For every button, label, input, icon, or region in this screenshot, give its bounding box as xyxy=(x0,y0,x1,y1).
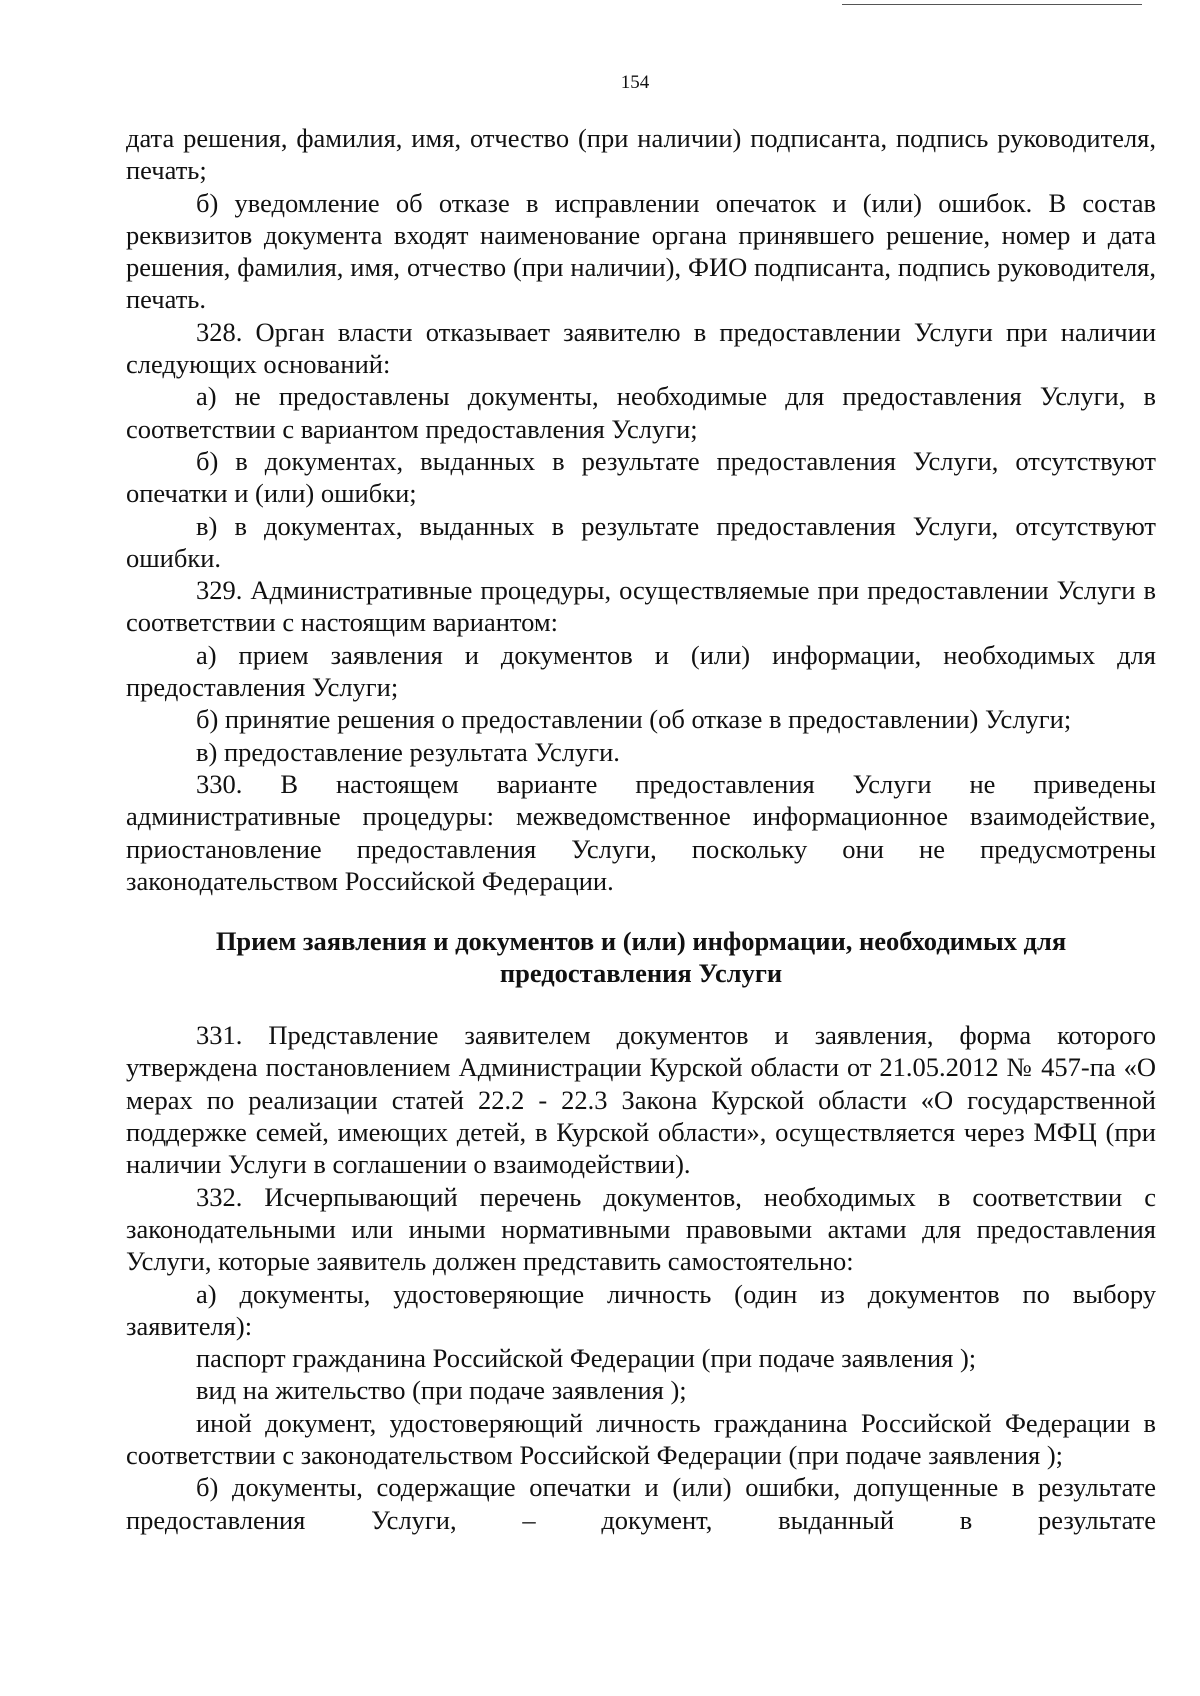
paragraph: иной документ, удостоверяющий личность гражданина Российской Федерации в соответствии с законодательством Российской Федерации (при подаче заявления ); xyxy=(126,1407,1156,1470)
paragraph: паспорт гражданина Российской Федерации (при подаче заявления ); xyxy=(196,1343,977,1374)
paragraph: вид на жительство (при подаче заявления ); xyxy=(196,1375,687,1406)
paragraph: в) предоставление результата Услуги. xyxy=(196,736,620,767)
paragraph: 332. Исчерпывающий перечень документов, необходимых в соответствии с законодательными или иными нормативными правовыми актами для предоставления Услуги, которые заявитель должен представить самостоятельно: xyxy=(126,1181,1156,1277)
section-heading-line: Прием заявления и документов и (или) информации, необходимых для xyxy=(215,926,1067,957)
paragraph: 330. В настоящем варианте предоставления Услуги не приведены административные процедуры: межведомственное информационное взаимодействие, приостановление предоставления Услуги, поскольку они не предусмотрены законодательством Российской Федерации. xyxy=(126,768,1156,896)
paragraph: в) в документах, выданных в результате предоставления Услуги, отсутствуют ошибки. xyxy=(126,510,1156,573)
paragraph: а) прием заявления и документов и (или) информации, необходимых для предоставления Услуги; xyxy=(126,639,1156,703)
paragraph: б) документы, содержащие опечатки и (или) ошибки, допущенные в результате предоставления Услуги, – документ, выданный в результате xyxy=(126,1472,1156,1535)
paragraph: а) документы, удостоверяющие личность (один из документов по выбору заявителя): xyxy=(126,1278,1156,1341)
page-number: 154 xyxy=(620,72,650,93)
document-body xyxy=(126,122,1156,1536)
section-heading-line: предоставления Услуги xyxy=(499,958,783,989)
paragraph: 331. Представление заявителем документов и заявления, форма которого утверждена постановлением Администрации Курской области от 21.05.2012 № 457-па «О мерах по реализации статей 22.2 - 22.3 Закона Курской области «О государственной поддержке семей, имеющих детей, в Курской области», осуществляется через МФЦ (при наличии Услуги в соглашении о взаимодействии). xyxy=(126,1020,1156,1180)
paragraph: 328. Орган власти отказывает заявителю в предоставлении Услуги при наличии следующих оснований: xyxy=(126,316,1156,380)
section-heading xyxy=(126,925,1156,989)
paragraph: б) принятие решения о предоставлении (об отказе в предоставлении) Услуги; xyxy=(196,704,1072,735)
paragraph: дата решения, фамилия, имя, отчество (при наличии) подписанта, подпись руководителя, печать; xyxy=(126,123,1156,186)
paragraph: б) в документах, выданных в результате предоставления Услуги, отсутствуют опечатки и (или) ошибки; xyxy=(126,445,1156,509)
top-edge-rule xyxy=(842,4,1142,5)
paragraph: 329. Административные процедуры, осуществляемые при предоставлении Услуги в соответствии с настоящим вариантом: xyxy=(126,575,1156,638)
paragraph: а) не предоставлены документы, необходимые для предоставления Услуги, в соответствии с вариантом предоставления Услуги; xyxy=(126,381,1156,444)
paragraph: б) уведомление об отказе в исправлении опечаток и (или) ошибок. В состав реквизитов документа входят наименование органа принявшего решение, номер и дата решения, фамилия, имя, отчество (при наличии), ФИО подписанта, подпись руководителя, печать. xyxy=(126,187,1156,315)
